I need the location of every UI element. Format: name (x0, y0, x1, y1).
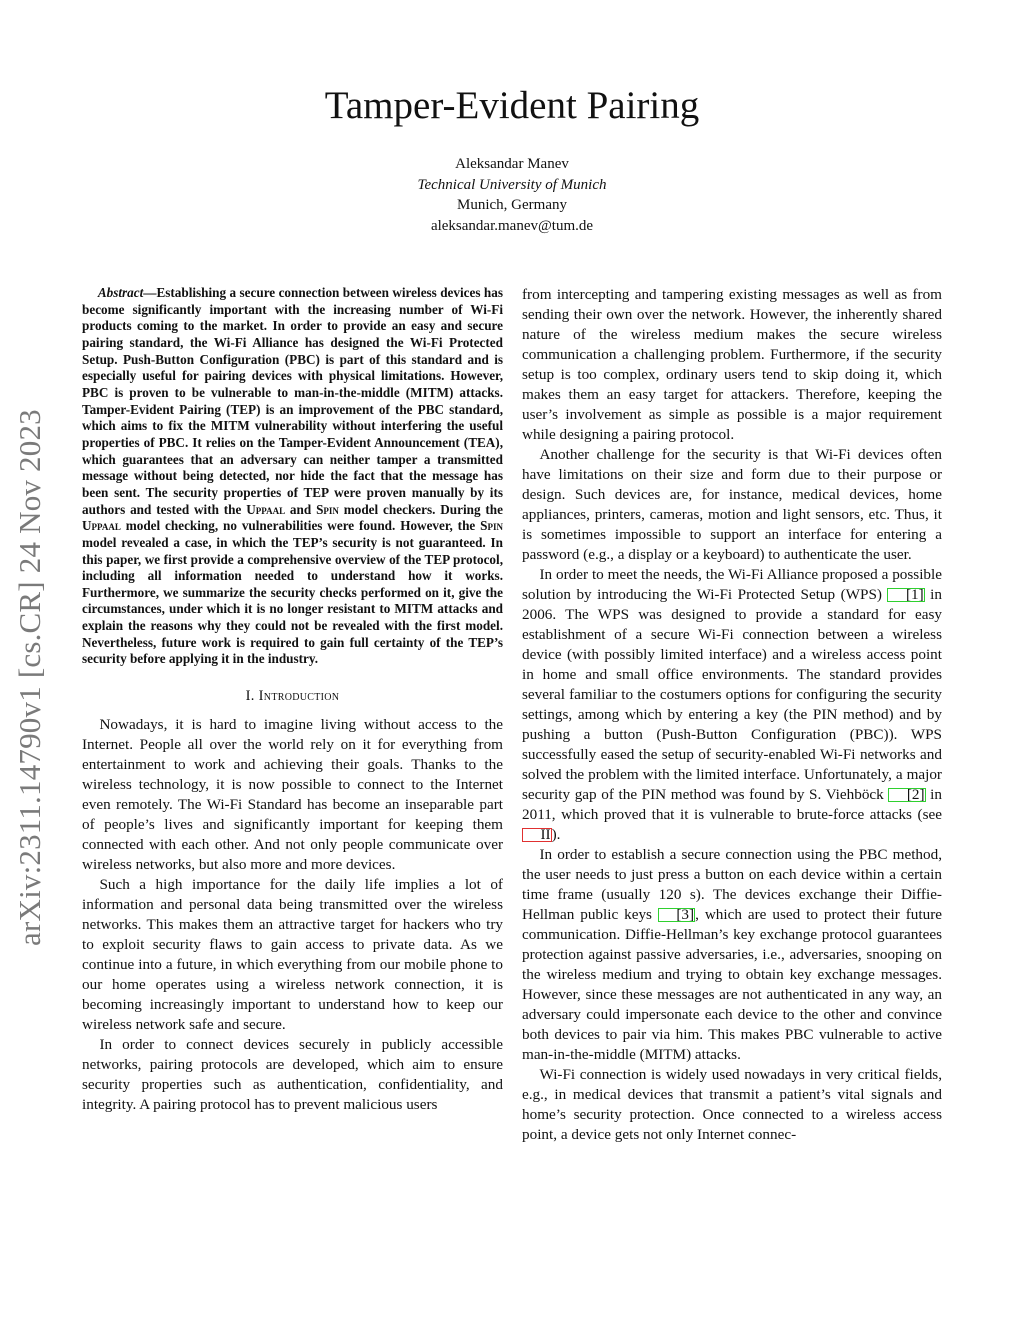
abstract-spin-1: Spin (316, 501, 339, 517)
right-column (522, 285, 942, 1145)
abstract-spin-2: Spin (480, 518, 503, 534)
intro-paragraph-2: Such a high importance for the daily life implies a lot of information and personal data being transmitted over the wireless networks. This makes them an attractive target for hackers who try to exploit security flaws to gain access to private data. As we continue into a future, in which everything from our mobile phone to our home operates using a wireless network connection, it is becoming increasingly important to understand how to keep our wireless network safe and secure. (82, 876, 503, 1034)
citation-link-3[interactable]: [3] (658, 908, 695, 922)
author-affiliation: Technical University of Munich (417, 176, 607, 193)
abstract-text-2: and (285, 501, 317, 517)
right-paragraph-4 (522, 845, 942, 1065)
right-p3-text-a: In order to meet the needs, the Wi-Fi Alliance proposed a possible solution by introducing the Wi-Fi Protected Setup (WPS) (522, 566, 942, 603)
right-p3-text-c: in 2011, which proved that it is vulnerable to brute-force attacks (see (522, 786, 942, 823)
right-p3-text-b: in 2006. The WPS was designed to provide a standard for easy establishment of a secure Wi-Fi connection between a wireless device (with possibly limited interface) and a wireless access point in home and small office environments. The standard provides several familiar to the costumers options for configuring the security settings, among which by entering a key (the PIN method) and by pushing a button (Push-Button Configuration (PBC)). WPS successfully eased the setup of security-enabled Wi-Fi networks and solved the problem with the limited interface. Unfortunately, a major security gap of the PIN method was found by S. Viehböck (522, 586, 942, 803)
paper-title: Tamper-Evident Pairing (324, 84, 700, 127)
right-paragraph-1: from intercepting and tampering existing messages as well as from sending their own over the network. However, the inherently shared nature of the wireless medium makes the secure wireless communication a challenging problem. Furthermore, if the security setup is too complex, ordinary users tend to skip doing it, which makes them an easy target for attackers. Therefore, keeping the user’s involvement as simple as possible is a major requirement while designing a pairing protocol. (522, 286, 942, 443)
intro-paragraph-3: In order to connect devices securely in publicly accessible networks, pairing protocols are developed, which aim to ensure security properties such as authentication, confidentiality, and integrity. A pairing protocol has to prevent malicious users (82, 1036, 503, 1114)
abstract (82, 285, 503, 668)
right-p4-text-b: , which are used to protect their future communication. Diffie-Hellman’s key exchange protocol guarantees protection against passive adversaries, i.e., adversaries, snooping on the wireless medium and trying to obtain key exchange messages. However, since these messages are not authenticated in any way, an adversary could impersonate each device to the other and convince both devices to pair via him. This makes PBC vulnerable to active man-in-the-middle (MITM) attacks. (522, 906, 942, 1063)
abstract-uppaal-2: Uppaal (82, 518, 121, 534)
author-block (0, 154, 1024, 236)
abstract-text-5: model revealed a case, in which the TEP’s security is not guaranteed. In this paper, we first provide a comprehensive overview of the TEP protocol, including all information needed to understand how it works. Furthermore, we summarize the security checks performed on it, give the circumstances, under which it is no longer resistant to MITM attacks and explain the reasons why they could not be revealed with the first model. Nevertheless, future work is required to gain full certainty of the TEP’s security before applying it in the industry. (82, 534, 503, 667)
right-p4-text-a: In order to establish a secure connection using the PBC method, the user needs to just press a button on each device within a certain time frame (usually 120 s). The devices exchange their Diffie-Hellman public keys (522, 846, 942, 923)
left-column (82, 285, 503, 1115)
abstract-text-1: Establishing a secure connection between wireless devices has become significantly important with the increasing number of Wi-Fi products coming to the market. In order to provide an easy and secure pairing standard, the Wi-Fi Alliance has designed the Wi-Fi Protected Setup. Push-Button Configuration (PBC) is part of this standard and is especially useful for pairing devices with physical limitations. However, PBC is proven to be vulnerable to man-in-the-middle (MITM) attacks. Tamper-Evident Pairing (TEP) is an improvement of the PBC standard, which aims to fix the MITM vulnerability without interfering the useful properties of PBC. It relies on the Tamper-Evident Announcement (TEA), which guarantees that an adversary can neither tamper a transmitted message without being detected, nor hide the fact that the message has been sent. The security properties of TEP were proven manually by its authors and tested with the (82, 285, 503, 517)
section-heading-introduction (82, 688, 503, 705)
right-paragraph-3 (522, 565, 942, 845)
abstract-text-3: model checkers. During the (338, 501, 503, 517)
citation-link-1[interactable]: [1] (887, 588, 924, 602)
abstract-uppaal-1: Uppaal (246, 501, 286, 517)
citation-link-2[interactable]: [2] (888, 788, 925, 802)
right-p3-text-d: ). (551, 826, 561, 843)
author-email: aleksandar.manev@tum.de (430, 217, 594, 234)
intro-paragraph-1: Nowadays, it is hard to imagine living without access to the Internet. People all over the world rely on it for everything from entertainment to work and achieving their goals. Thanks to the wireless technology, it is now possible to connect to the Internet even remotely. The Wi-Fi Standard has become an inseparable part of people’s lives and significantly important for keeping them connected with each other. And not only people communicate over wireless networks, but also more and more devices. (82, 716, 503, 874)
section-title: Introduction (258, 688, 340, 705)
author-name: Aleksandar Manev (455, 156, 569, 172)
section-reference-link[interactable]: II (522, 828, 552, 842)
arxiv-identifier: arXiv:2311.14790v1 [cs.CR] 24 Nov 2023 (12, 409, 47, 946)
abstract-dash: — (143, 285, 157, 300)
abstract-label: Abstract (97, 285, 144, 300)
author-location: Munich, Germany (457, 197, 567, 213)
abstract-text-4: model checking, no vulnerabilities were found. However, the (120, 518, 481, 534)
section-number: I. (245, 688, 255, 705)
right-paragraph-2: Another challenge for the security is that Wi-Fi devices often have limitations on their size and form due to their purpose or design. Such devices are, for instance, medical devices, home appliances, printers, cameras, motion and light sensors, etc. Thus, it is sometimes impossible to support an interface for entering a password (e.g., a display or a keyboard) to authenticate the user. (522, 446, 942, 563)
right-paragraph-5: Wi-Fi connection is widely used nowadays in very critical fields, e.g., in medical devices that transmit a patient’s vital signals and home’s security protection. Once connected to a wireless access point, a device gets not only Internet connec- (522, 1066, 942, 1143)
